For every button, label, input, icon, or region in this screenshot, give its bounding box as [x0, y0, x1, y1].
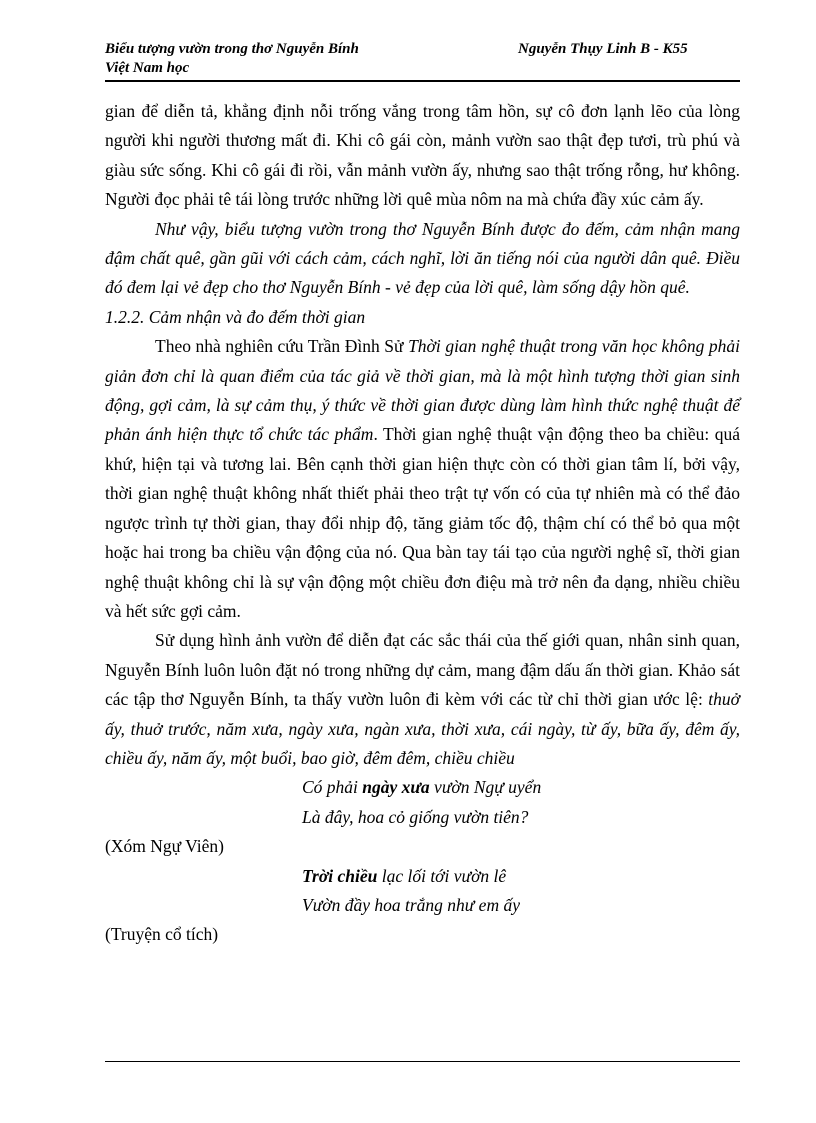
- poem-1-line-1-suffix: vườn Ngự uyển: [429, 777, 542, 798]
- running-header-author: Nguyễn Thụy Linh B - K55: [518, 41, 688, 57]
- poem-2-source: (Truyện cổ tích): [105, 924, 219, 945]
- paragraph-4-main: Sử dụng hình ảnh vườn để diễn đạt các sắc thái của thế giới quan, nhân sinh quan, Nguyễn Bính luôn luôn đặt nó trong những dự cảm, mang đậm dấu ấn thời gian. Khảo sát các tập thơ Nguyễn Bính, ta thấy vườn luôn đi kèm với các từ chỉ thời gian ước lệ:: [105, 630, 740, 710]
- footer-divider: [105, 1061, 740, 1062]
- paragraph-3: [105, 332, 740, 626]
- poem-1-line-2: Là đây, hoa cỏ giống vườn tiên?: [302, 806, 529, 827]
- running-header-title: [105, 40, 359, 78]
- poem-2-line-1-suffix: lạc lối tới vườn lê: [377, 865, 507, 886]
- paragraph-2: Như vậy, biểu tượng vườn trong thơ Nguyễn Bính được đo đếm, cảm nhận mang đậm chất quê, gần gũi với cách cảm, cách nghĩ, lời ăn tiếng nói của người dân quê. Điều đó đem lại vẻ đẹp cho thơ Nguyễn Bính - vẻ đẹp của lời quê, làm sống dậy hồn quê.: [105, 218, 740, 298]
- paragraph-3-rest: . Thời gian nghệ thuật vận động theo ba chiều: quá khứ, hiện tại và tương lai. Bên cạnh thời gian hiện thực còn có thời gian tâm lí, bởi vậy, thời gian nghệ thuật không nhất thiết phải theo trật tự vốn có của tự nhiên mà có thể đảo ngược trình tự thời gian, thay đổi nhịp độ, tăng giảm tốc độ, thậm chí có thể bỏ qua một hoặc hai trong ba chiều vận động của nó. Qua bàn tay tái tạo của người nghệ sĩ, thời gian nghệ thuật không chỉ là sự vận động một chiều đơn điệu mà trở nên đa dạng, nhiều chiều và hết sức gợi cảm.: [105, 424, 741, 621]
- poem-2-line-2: Vườn đầy hoa trắng như em ấy: [302, 894, 520, 915]
- header-title-line2: Việt Nam học: [105, 60, 190, 76]
- poem-2-line-1: [302, 862, 740, 891]
- poem-1-source: (Xóm Ngự Viên): [105, 836, 224, 857]
- page-body: [105, 97, 740, 950]
- header-divider: [105, 80, 740, 82]
- poem-1-emphasis: ngày xưa: [362, 777, 430, 798]
- section-heading: 1.2.2. Cảm nhận và đo đếm thời gian: [105, 306, 366, 327]
- paragraph-4-time-words: thuở ấy, thuở trước, năm xưa, ngày xưa, ngàn xưa, thời xưa, cái ngày, từ ấy, bữa ấy, đêm ấy, chiều ấy, năm ấy, một buổi, bao giờ, đêm đêm, chiều chiều: [105, 689, 740, 768]
- poem-2-emphasis: Trời chiều: [302, 865, 378, 886]
- paragraph-1: gian để diễn tả, khẳng định nỗi trống vắng trong tâm hồn, sự cô đơn lạnh lẽo của lòng người khi người thương mất đi. Khi cô gái còn, mảnh vườn sao thật đẹp tươi, trù phú và giàu sức sống. Khi cô gái đi rồi, vẫn mảnh vườn ấy, nhưng sao thật trống rỗng, hư không. Người đọc phải tê tái lòng trước những lời quê mùa nôm na mà chứa đầy xúc cảm ấy.: [105, 101, 740, 210]
- poem-excerpt-2: [302, 862, 740, 921]
- paragraph-3-intro: Theo nhà nghiên cứu Trần Đình Sử: [155, 336, 409, 357]
- poem-1-line-1: [302, 773, 740, 802]
- poem-1-line-1-prefix: Có phải: [302, 777, 363, 798]
- paragraph-3-quote: Thời gian nghệ thuật trong văn học không phải giản đơn chỉ là quan điểm của tác giả về thời gian, mà là một hình tượng thời gian sinh động, gợi cảm, là sự cảm thụ, ý thức về thời gian được dùng làm hình thức nghệ thuật để phản ánh hiện thực tổ chức tác phẩm: [105, 336, 740, 445]
- poem-excerpt-1: [302, 773, 740, 832]
- header-title-line1: Biểu tượng vườn trong thơ Nguyễn Bính: [105, 41, 359, 57]
- paragraph-4: [105, 626, 740, 773]
